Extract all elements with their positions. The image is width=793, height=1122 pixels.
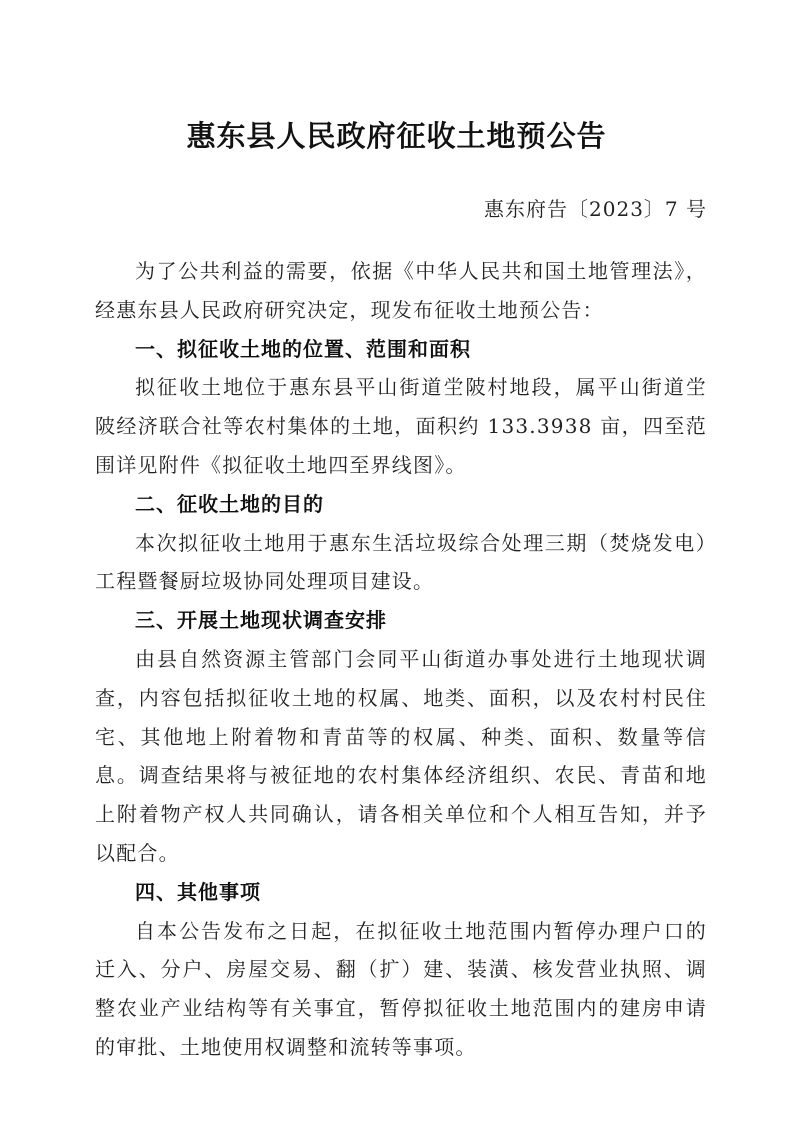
section-body-other: 自本公告发布之日起，在拟征收土地范围内暂停办理户口的迁入、分户、房屋交易、翻（扩）建、装潢、核发营业执照、调整农业产业结构等有关事宜，暂停拟征收土地范围内的建房申请的审批、土地使用权调整和流转等事项。 xyxy=(95,918,707,1059)
intro-paragraph: 为了公共利益的需要，依据《中华人民共和国土地管理法》，经惠东县人民政府研究决定，现发布征收土地预公告： xyxy=(95,259,707,322)
section-heading-purpose: 二、征收土地的目的 xyxy=(135,491,324,516)
section-body-purpose: 本次拟征收土地用于惠东生活垃圾综合处理三期（焚烧发电）工程暨餐厨垃圾协同处理项目建设。 xyxy=(95,530,707,594)
document-number: 惠东府告〔2023〕7 号 xyxy=(484,197,707,221)
document-title: 惠东县人民政府征收土地预公告 xyxy=(186,119,607,153)
section-body-survey: 由县自然资源主管部门会同平山街道办事处进行土地现状调查，内容包括拟征收土地的权属、地类、面积，以及农村村民住宅、其他地上附着物和青苗等的权属、种类、面积、数量等信息。调查结果将与被征地的农村集体经济组织、农民、青苗和地上附着物产权人共同确认，请各相关单位和个人相互告知，并予以配合。 xyxy=(95,646,707,865)
section-heading-location: 一、拟征收土地的位置、范围和面积 xyxy=(135,336,471,361)
section-body-location: 拟征收土地位于惠东县平山街道坣陂村地段，属平山街道坣陂经济联合社等农村集体的土地，面积约 133.3938 亩，四至范围详见附件《拟征收土地四至界线图》。 xyxy=(95,375,707,477)
document-body xyxy=(95,252,707,1067)
section-heading-other: 四、其他事项 xyxy=(135,879,261,904)
section-heading-survey: 三、开展土地现状调查安排 xyxy=(135,608,387,633)
